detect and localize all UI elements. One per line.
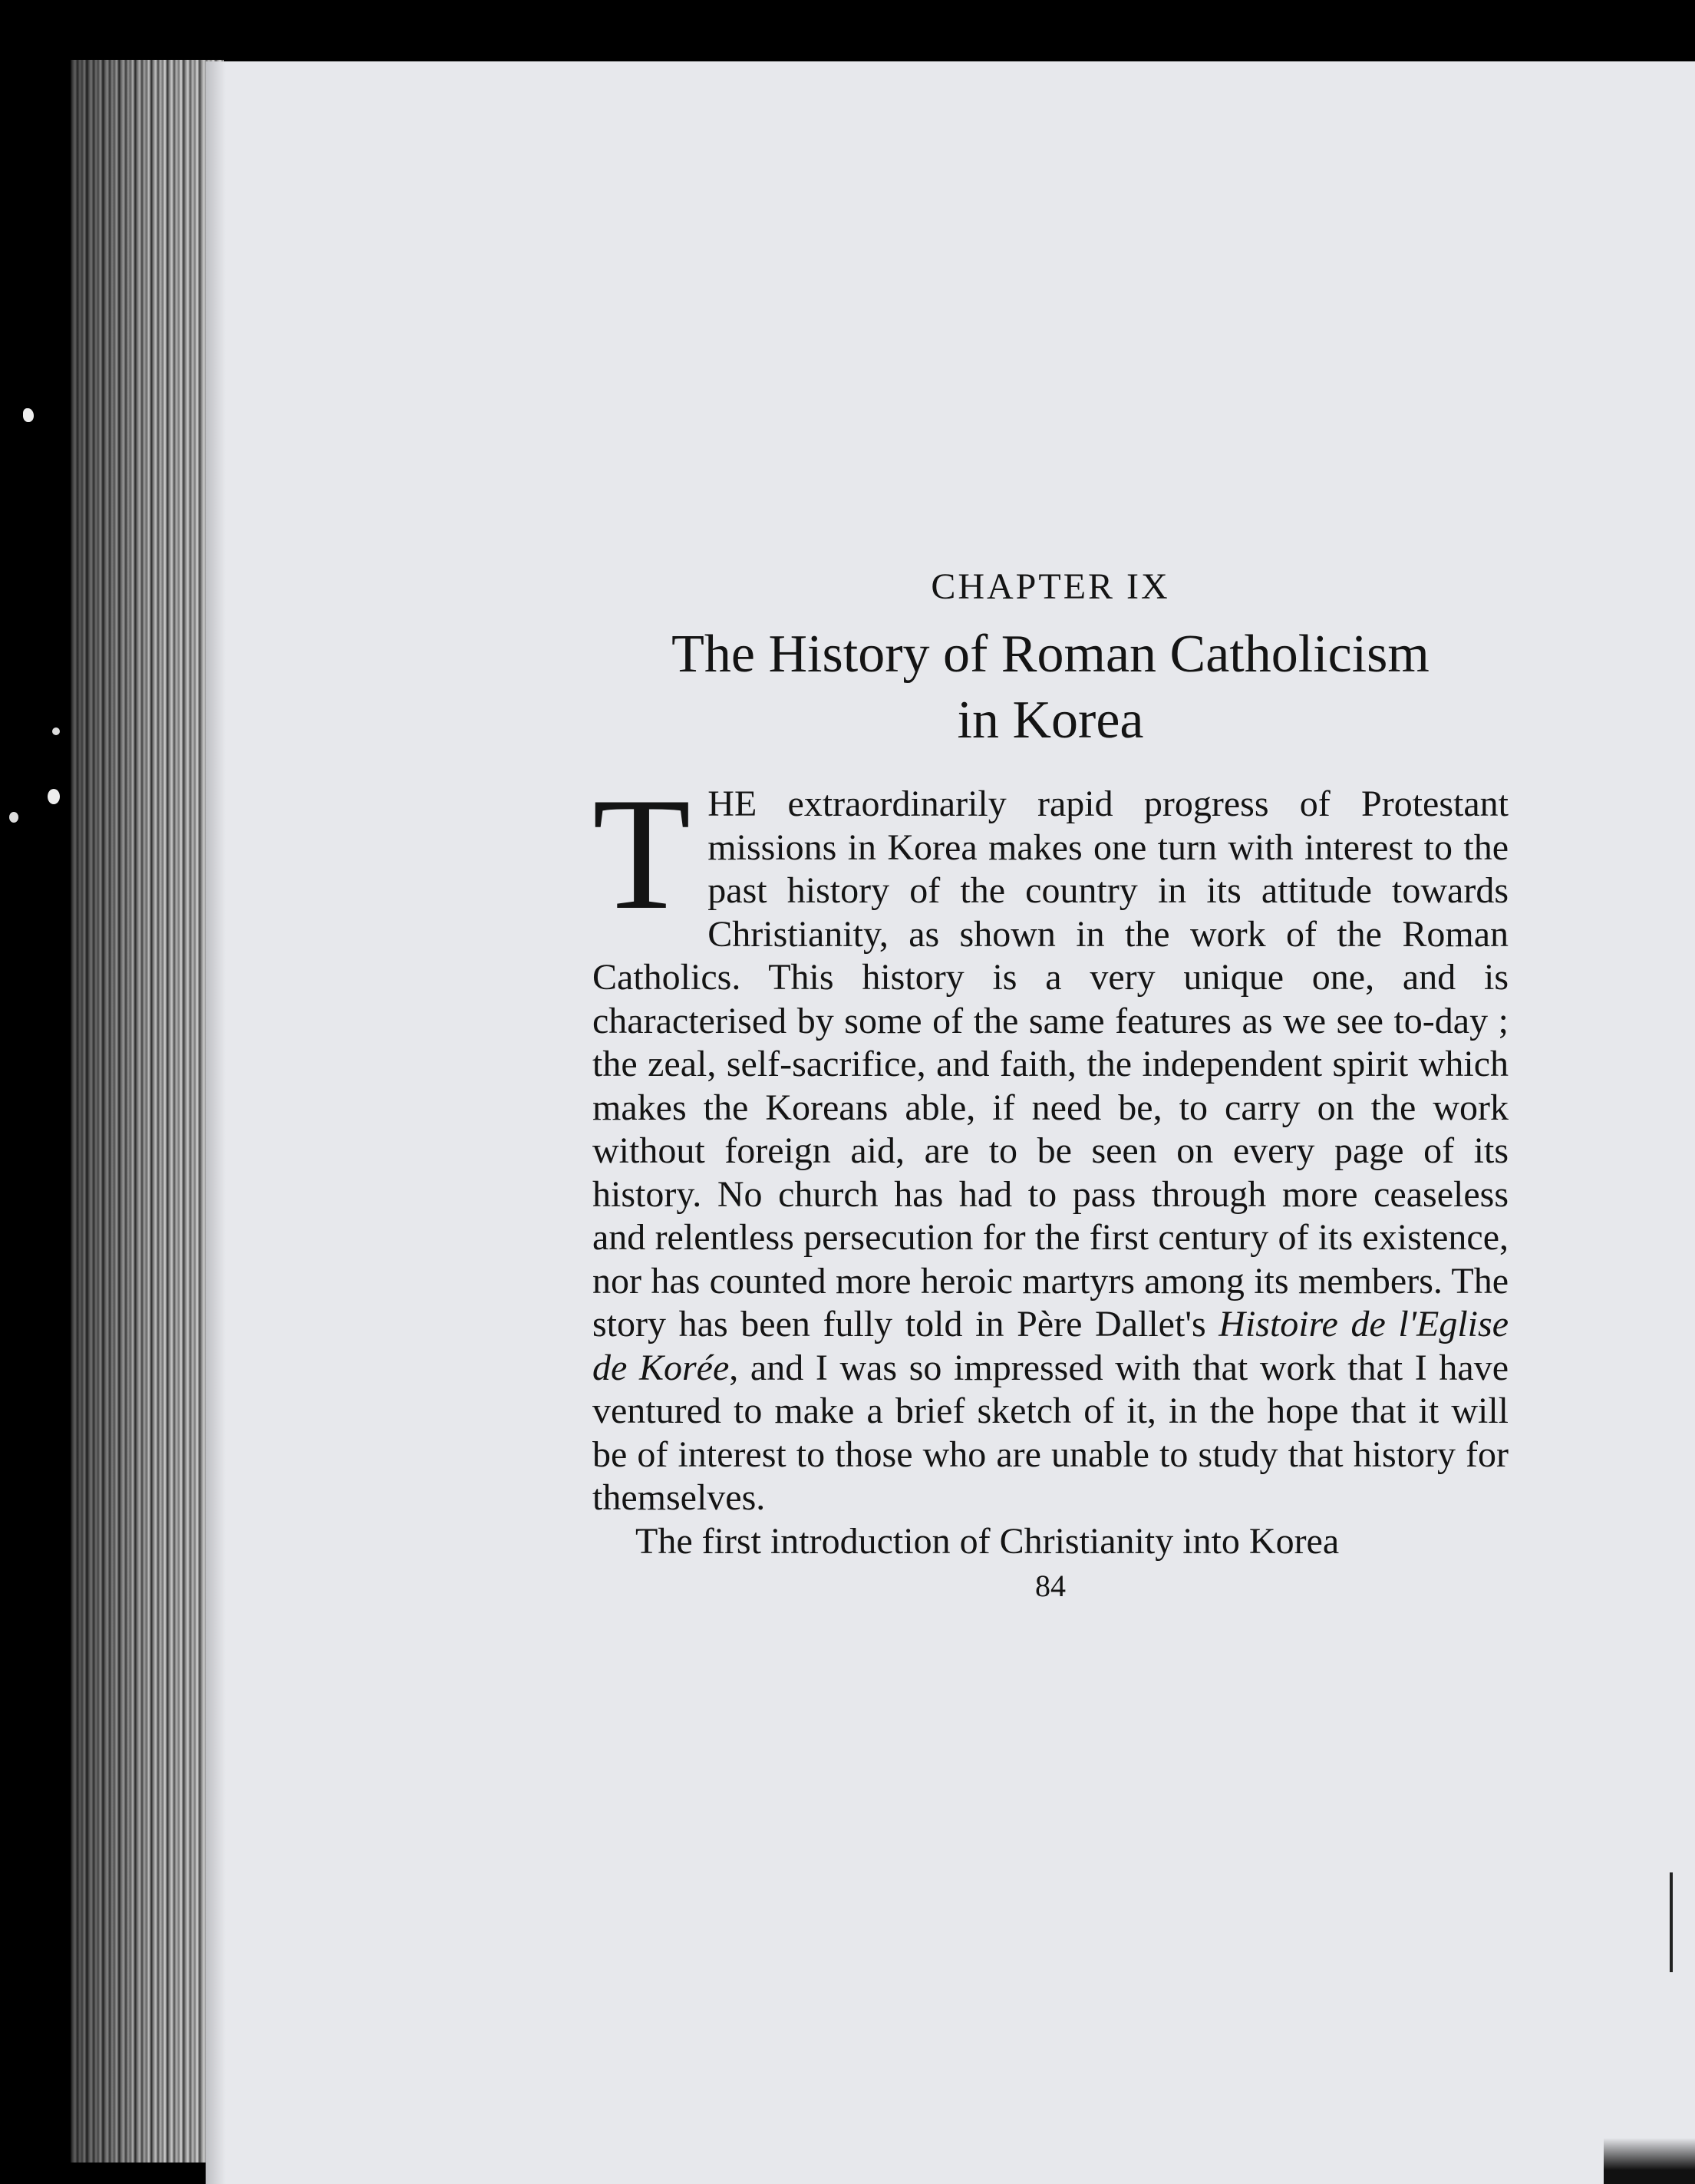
page-number: 84 [1035, 1569, 1066, 1603]
page-gutter-shadow [206, 61, 226, 2184]
book-title-italic: Histoire de l'Eglise de Korée [592, 1304, 1509, 1388]
page-text-block [592, 553, 1509, 1604]
scan-speck [23, 408, 34, 422]
scan-speck [9, 812, 18, 823]
chapter-title-line-2: in Korea [957, 691, 1144, 750]
scan-speck [52, 727, 60, 735]
chapter-label: CHAPTER IX [931, 566, 1170, 607]
paragraph-text: , and I was so impressed with that work that I have ventured to make a brief sketch of it, in the hope that it will be of interest to those who are unable to study that history for themselves. [592, 1347, 1509, 1518]
body-text [592, 765, 1509, 1563]
scan-edge-mark [1670, 1872, 1673, 1972]
scan-corner-shadow [1604, 2138, 1695, 2184]
chapter-title-line-1: The History of Roman Catholicism [671, 625, 1430, 684]
drop-cap: T [592, 765, 691, 943]
scan-speck [48, 789, 60, 804]
page-edges-shadow [71, 60, 224, 2163]
paragraph: The first introduction of Christianity into Korea [635, 1520, 1340, 1562]
paragraph [592, 765, 1509, 1520]
paragraph-text: HE extraordinarily rapid progress of Protestant missions in Korea makes one turn with interest to the past history of the country in its attitude towards Christianity, as shown in the work of the Roman Catholics. This history is a very unique one, and is characterised by some of the same features as we see to-day ; the zeal, self-sacrifice, and faith, the independent spirit which makes the Koreans able, if need be, to carry on the work without foreign aid, are to be seen on every page of its history. No church has had to pass through more ceaseless and relentless persecution for the first century of its existence, nor has counted more heroic martyrs among its members. The story has been fully told in Père Dallet's [592, 784, 1509, 1344]
chapter-title [592, 622, 1509, 754]
